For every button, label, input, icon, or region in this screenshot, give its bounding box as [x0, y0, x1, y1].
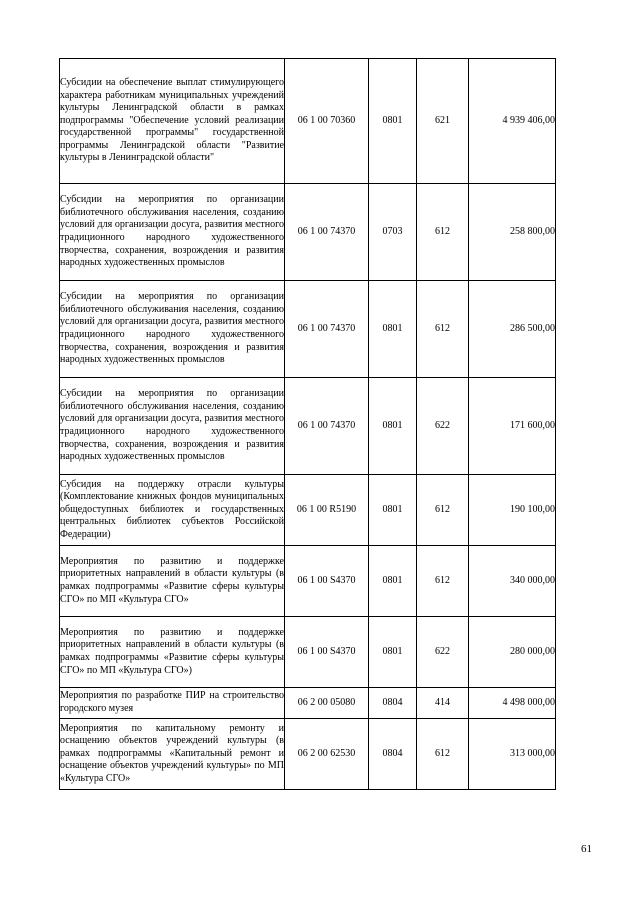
row-description: Субсидии на обеспечение выплат стимулирующего характера работникам муниципальных учреждений культуры Ленинградской области в рамках подпрограммы "Обеспечение условий реализации государственной программы" государственной программы Ленинградской области "Развитие культуры в Ленинградской области" — [60, 59, 285, 184]
budget-table — [59, 58, 556, 790]
table-row — [60, 688, 556, 719]
row-expense-type: 622 — [417, 378, 469, 475]
row-amount: 171 600,00 — [469, 378, 556, 475]
row-amount: 280 000,00 — [469, 617, 556, 688]
table-row — [60, 617, 556, 688]
table-row — [60, 59, 556, 184]
row-expense-type: 612 — [417, 184, 469, 281]
row-expense-type: 622 — [417, 617, 469, 688]
row-target-article: 06 1 00 S4370 — [285, 617, 369, 688]
row-target-article: 06 1 00 R5190 — [285, 475, 369, 546]
table-row — [60, 475, 556, 546]
row-description: Мероприятия по капитальному ремонту и оснащению объектов учреждений культуры (в рамках подпрограммы «Капитальный ремонт и оснащение объектов учреждений культуры» по МП «Культура СГО» — [60, 719, 285, 790]
row-target-article: 06 1 00 S4370 — [285, 546, 369, 617]
row-amount: 4 939 406,00 — [469, 59, 556, 184]
row-section: 0804 — [369, 719, 417, 790]
row-target-article: 06 2 00 62530 — [285, 719, 369, 790]
row-section: 0804 — [369, 688, 417, 719]
row-target-article: 06 2 00 05080 — [285, 688, 369, 719]
table-row — [60, 546, 556, 617]
row-amount: 313 000,00 — [469, 719, 556, 790]
row-section: 0801 — [369, 546, 417, 617]
row-description: Мероприятия по развитию и поддержке приоритетных направлений в области культуры (в рамках подпрограммы «Развитие сферы культуры СГО» по МП «Культура СГО» — [60, 546, 285, 617]
row-description: Субсидии на мероприятия по организации библиотечного обслуживания населения, созданию условий для организации досуга, развития местного традиционного народного художественного творчества, сохранения, возрождения и развития народных художественных промыслов — [60, 378, 285, 475]
table-row — [60, 719, 556, 790]
row-section: 0801 — [369, 617, 417, 688]
row-amount: 258 800,00 — [469, 184, 556, 281]
row-section: 0801 — [369, 475, 417, 546]
row-description: Субсидии на мероприятия по организации библиотечного обслуживания населения, созданию условий для организации досуга, развития местного традиционного народного художественного творчества, сохранения, возрождения и развития народных художественных промыслов — [60, 281, 285, 378]
row-expense-type: 612 — [417, 475, 469, 546]
page-number: 61 — [581, 843, 592, 855]
row-expense-type: 414 — [417, 688, 469, 719]
row-target-article: 06 1 00 74370 — [285, 281, 369, 378]
row-amount: 4 498 000,00 — [469, 688, 556, 719]
row-amount: 286 500,00 — [469, 281, 556, 378]
row-description: Субсидии на мероприятия по организации библиотечного обслуживания населения, созданию условий для организации досуга, развития местного традиционного народного художественного творчества, сохранения, возрождения и развития народных художественных промыслов — [60, 184, 285, 281]
row-expense-type: 612 — [417, 719, 469, 790]
row-expense-type: 621 — [417, 59, 469, 184]
table-row — [60, 184, 556, 281]
row-section: 0703 — [369, 184, 417, 281]
row-description: Субсидия на поддержку отрасли культуры (Комплектование книжных фондов муниципальных общедоступных библиотек и государственных центральных библиотек субъектов Российской Федерации) — [60, 475, 285, 546]
row-description: Мероприятия по разработке ПИР на строительство городского музея — [60, 688, 285, 719]
row-section: 0801 — [369, 281, 417, 378]
table-row — [60, 281, 556, 378]
row-amount: 190 100,00 — [469, 475, 556, 546]
row-section: 0801 — [369, 59, 417, 184]
row-target-article: 06 1 00 74370 — [285, 378, 369, 475]
table-row — [60, 378, 556, 475]
row-description: Мероприятия по развитию и поддержке приоритетных направлений в области культуры (в рамках подпрограммы «Развитие сферы культуры СГО» по МП «Культура СГО») — [60, 617, 285, 688]
row-target-article: 06 1 00 74370 — [285, 184, 369, 281]
row-section: 0801 — [369, 378, 417, 475]
row-expense-type: 612 — [417, 281, 469, 378]
row-amount: 340 000,00 — [469, 546, 556, 617]
row-target-article: 06 1 00 70360 — [285, 59, 369, 184]
row-expense-type: 612 — [417, 546, 469, 617]
